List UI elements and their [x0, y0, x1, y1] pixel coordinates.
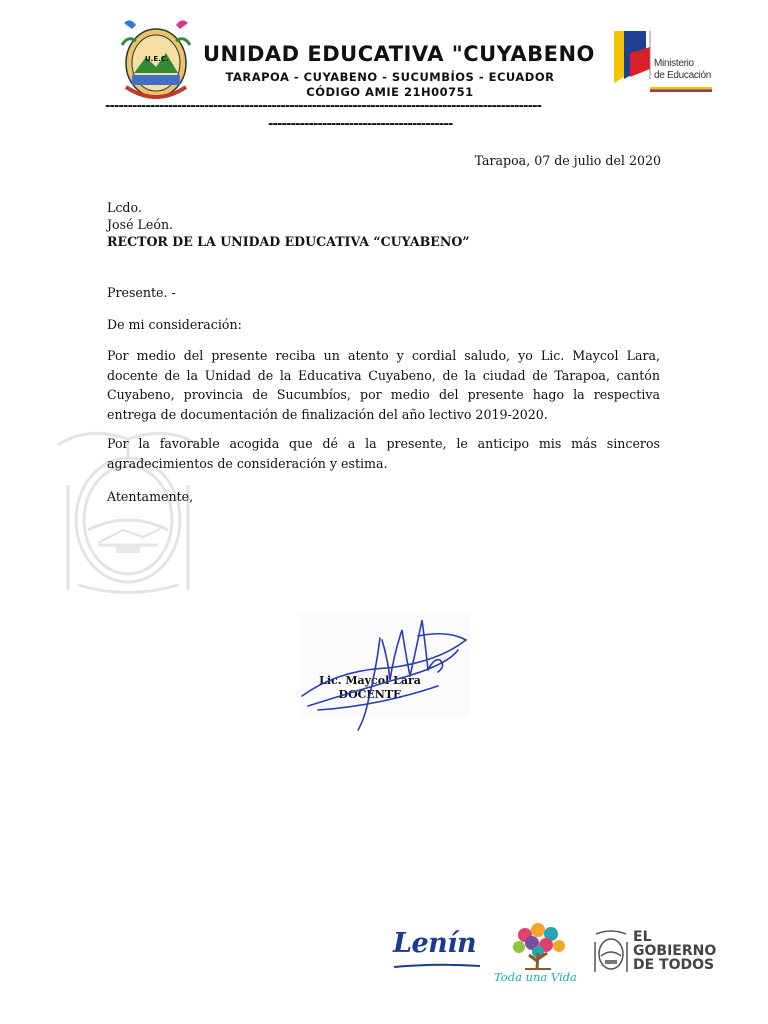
toda-una-vida-tree-logo	[505, 921, 575, 973]
recipient-block	[107, 199, 667, 250]
letter-date: Tarapoa, 07 de julio del 2020	[474, 153, 661, 168]
amie-code: CÓDIGO AMIE 21H00751	[306, 85, 474, 99]
header-separator-2: -----------------------------------------	[268, 118, 453, 132]
gobierno-line-2: GOBIERNO	[633, 943, 717, 959]
thanks-paragraph: Por la favorable acogida que dé a la presente, le anticipo mis más sinceros agradecimientos de consideración y estima.	[107, 436, 660, 471]
lenin-underline	[392, 962, 482, 970]
closing-line: Atentamente,	[107, 489, 194, 504]
handwritten-signature	[298, 610, 473, 735]
ministry-line-2: de Educación	[654, 70, 712, 81]
gobierno-de-todos-logo	[633, 930, 716, 972]
salutation-line: De mi consideración:	[107, 317, 242, 332]
school-seal-text: U.E.C.	[145, 55, 169, 63]
ministry-education-text	[654, 58, 711, 82]
recipient-name: José León.	[107, 217, 174, 232]
header-separator-1: -------------------------------------------------------------------------------------------------	[105, 100, 542, 114]
school-location: TARAPOA - CUYABENO - SUCUMBÍOS - ECUADOR	[225, 70, 555, 84]
toda-una-vida-text: Toda una Vida	[494, 970, 577, 984]
gobierno-line-1: EL	[633, 929, 652, 945]
recipient-title: Lcdo.	[107, 200, 142, 215]
lenin-logo: Lenín	[393, 928, 477, 959]
recipient-position: RECTOR DE LA UNIDAD EDUCATIVA “CUYABENO”	[107, 234, 470, 249]
letter-body-paragraph: Por medio del presente reciba un atento y cordial saludo, yo Lic. Maycol Lara, docente de la Unidad de la Educativa Cuyabeno, de la ciudad de Tarapoa, cantón Cuyabeno, provincia de Sucumbíos, por medio del presente hago la respectiva entrega de documentación de finalización del año lectivo 2019-2020.	[107, 348, 660, 422]
signer-role: DOCENTE	[338, 688, 402, 701]
signer-name: Lic. Maycol Lara	[319, 674, 421, 687]
ministry-line-1: Ministerio	[654, 58, 694, 69]
school-name-heading: UNIDAD EDUCATIVA "CUYABENO	[203, 42, 595, 66]
greeting-line: Presente. -	[107, 285, 176, 300]
gobierno-line-3: DE TODOS	[633, 957, 715, 973]
ecuador-shield-icon	[592, 928, 630, 974]
